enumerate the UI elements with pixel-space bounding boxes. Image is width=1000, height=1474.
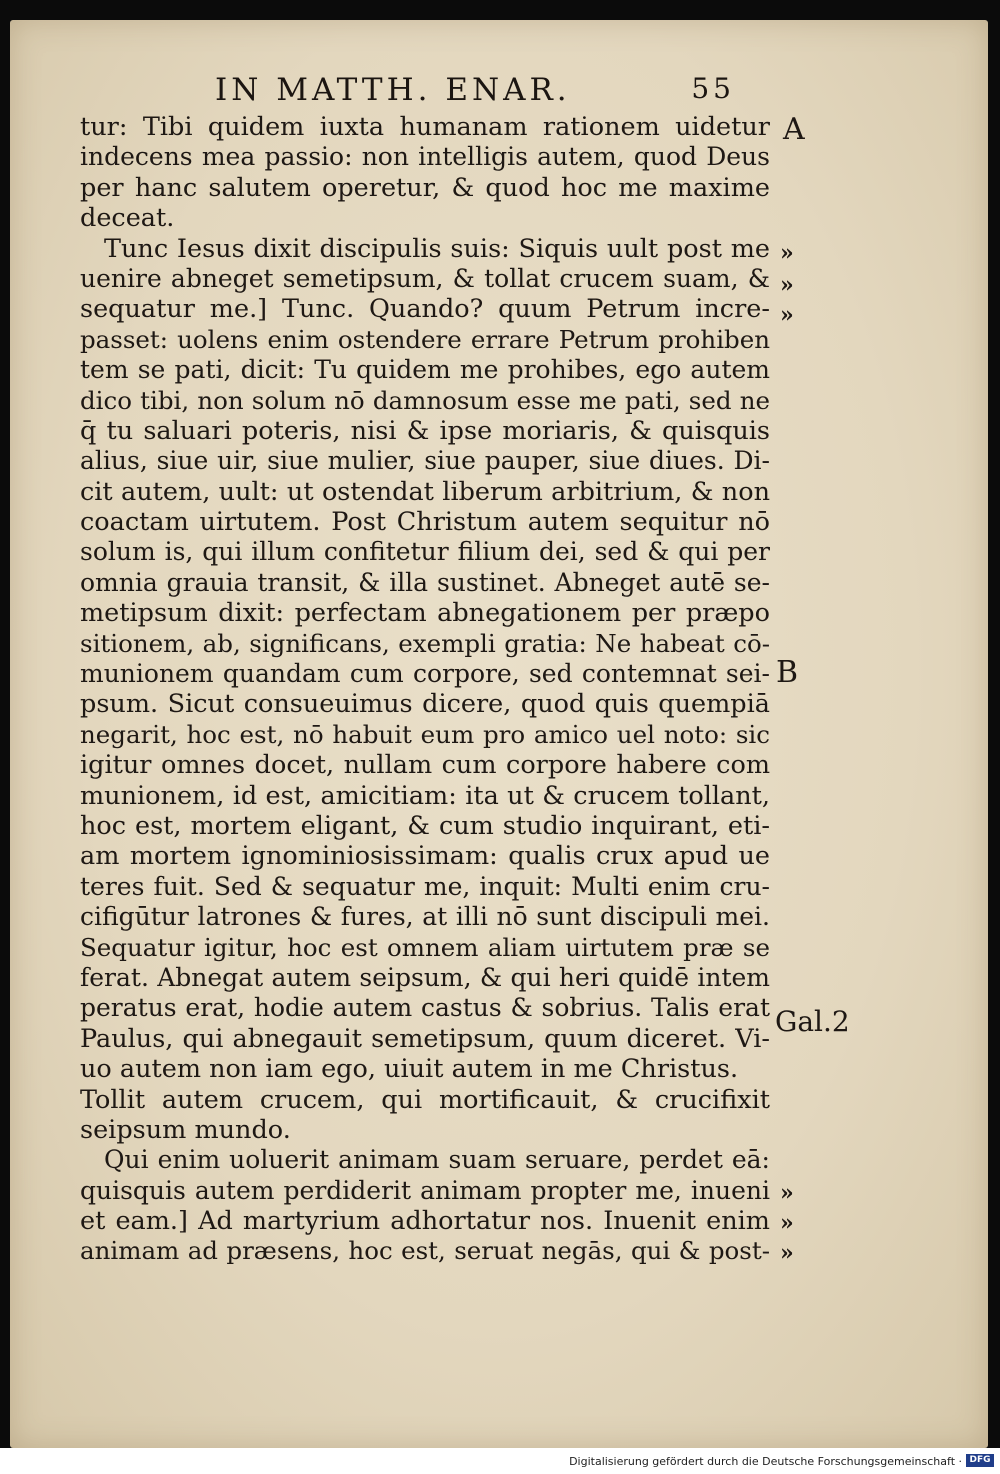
text-line: ferat. Abnegat autem seipsum, & qui heri quidē intem (80, 962, 770, 992)
text-line: munionem, id est, amicitiam: ita ut & crucem tollant, (80, 780, 770, 811)
body-text (80, 112, 770, 1267)
text-line: omnia grauia transit, & illa sustinet. Abneget autē se- (80, 567, 770, 597)
text-line: negarit, hoc est, nō habuit eum pro amico uel noto: sic (80, 719, 770, 749)
text-line: per hanc salutem operetur, & quod hoc me maxime (80, 172, 770, 203)
margin-letter-a: A (783, 112, 805, 147)
margin-letter-b: B (776, 655, 799, 690)
text-line: Tollit autem crucem, qui mortificauit, & crucifixit (80, 1084, 770, 1115)
text-line: cit autem, uult: ut ostendat liberum arbitrium, & non (80, 476, 770, 507)
running-title: IN MATTH. ENAR. (215, 72, 571, 108)
funding-credit: Digitalisierung gefördert durch die Deutsche Forschungsgemeinschaft · (569, 1455, 962, 1468)
text-line: quisquis autem perdiderit animam propter me, inueni (80, 1175, 770, 1205)
text-line: am mortem ignominiosissimam: qualis crux apud ue (80, 841, 770, 872)
dfg-logo: DFG (966, 1454, 994, 1467)
text-line: uo autem non iam ego, uiuit autem in me Christus. (80, 1054, 739, 1085)
text-line: indecens mea passio: non intelligis autem, quod Deus (80, 142, 770, 172)
text-line: tur: Tibi quidem iuxta humanam rationem uidetur (80, 112, 770, 142)
text-line: deceat. (80, 203, 175, 234)
text-line: cifigūtur latrones & fures, at illi nō sunt discipuli mei. (80, 902, 770, 932)
text-line: animam ad præsens, hoc est, seruat negās, qui & post- (80, 1236, 770, 1266)
text-line: Tunc Iesus dixit discipulis suis: Siquis uult post me (104, 233, 770, 264)
text-line: solum is, qui illum confitetur filium dei, sed & qui per (80, 537, 770, 567)
text-line: munionem quandam cum corpore, sed contemnat sei- (80, 659, 770, 689)
text-line: seipsum mundo. (80, 1114, 291, 1145)
digitization-footer (0, 1448, 1000, 1474)
text-line: tem se pati, dicit: Tu quidem me prohibes, ego autem (80, 355, 770, 385)
text-line: uenire abneget semetipsum, & tollat crucem suam, & (80, 263, 770, 293)
text-line: coactam uirtutem. Post Christum autem sequitur nō (80, 507, 770, 538)
running-header (215, 72, 735, 112)
quote-mark: » (780, 1210, 792, 1236)
text-line: teres fuit. Sed & sequatur me, inquit: Multi enim cru- (80, 871, 770, 901)
text-line: Sequatur igitur, hoc est omnem aliam uirtutem præ se (80, 932, 770, 962)
text-line: igitur omnes docet, nullam cum corpore habere com (80, 750, 770, 781)
quote-mark: » (780, 240, 792, 266)
margin-reference: Gal.2 (775, 1005, 850, 1038)
text-line: sequatur me.] Tunc. Quando? quum Petrum incre- (80, 294, 770, 325)
text-line: peratus erat, hodie autem castus & sobrius. Talis erat (80, 993, 770, 1023)
text-line: alius, siue uir, siue mulier, siue pauper, siue diues. Di- (80, 446, 770, 476)
text-line: hoc est, mortem eligant, & cum studio inquirant, eti- (80, 810, 770, 841)
text-line: Qui enim uoluerit animam suam seruare, perdet eā: (104, 1145, 770, 1175)
text-line: q̄ tu saluari poteris, nisi & ipse moriaris, & quisquis (80, 415, 770, 446)
page-number: 55 (691, 72, 735, 105)
text-line: passet: uolens enim ostendere errare Petrum prohiben (80, 324, 770, 354)
text-line: psum. Sicut consueuimus dicere, quod quis quempiā (80, 689, 770, 720)
text-line: et eam.] Ad martyrium adhortatur nos. Inuenit enim (80, 1206, 770, 1237)
text-line: metipsum dixit: perfectam abnegationem per præpo (80, 598, 770, 629)
text-line: Paulus, qui abnegauit semetipsum, quum diceret. Vi- (80, 1023, 770, 1054)
quote-mark: » (780, 302, 792, 328)
quote-mark: » (780, 1240, 792, 1266)
quote-mark: » (780, 1180, 792, 1206)
text-line: dico tibi, non solum nō damnosum esse me pati, sed ne (80, 385, 770, 415)
quote-mark: » (780, 272, 792, 298)
text-line: sitionem, ab, significans, exempli gratia: Ne habeat cō- (80, 628, 770, 658)
